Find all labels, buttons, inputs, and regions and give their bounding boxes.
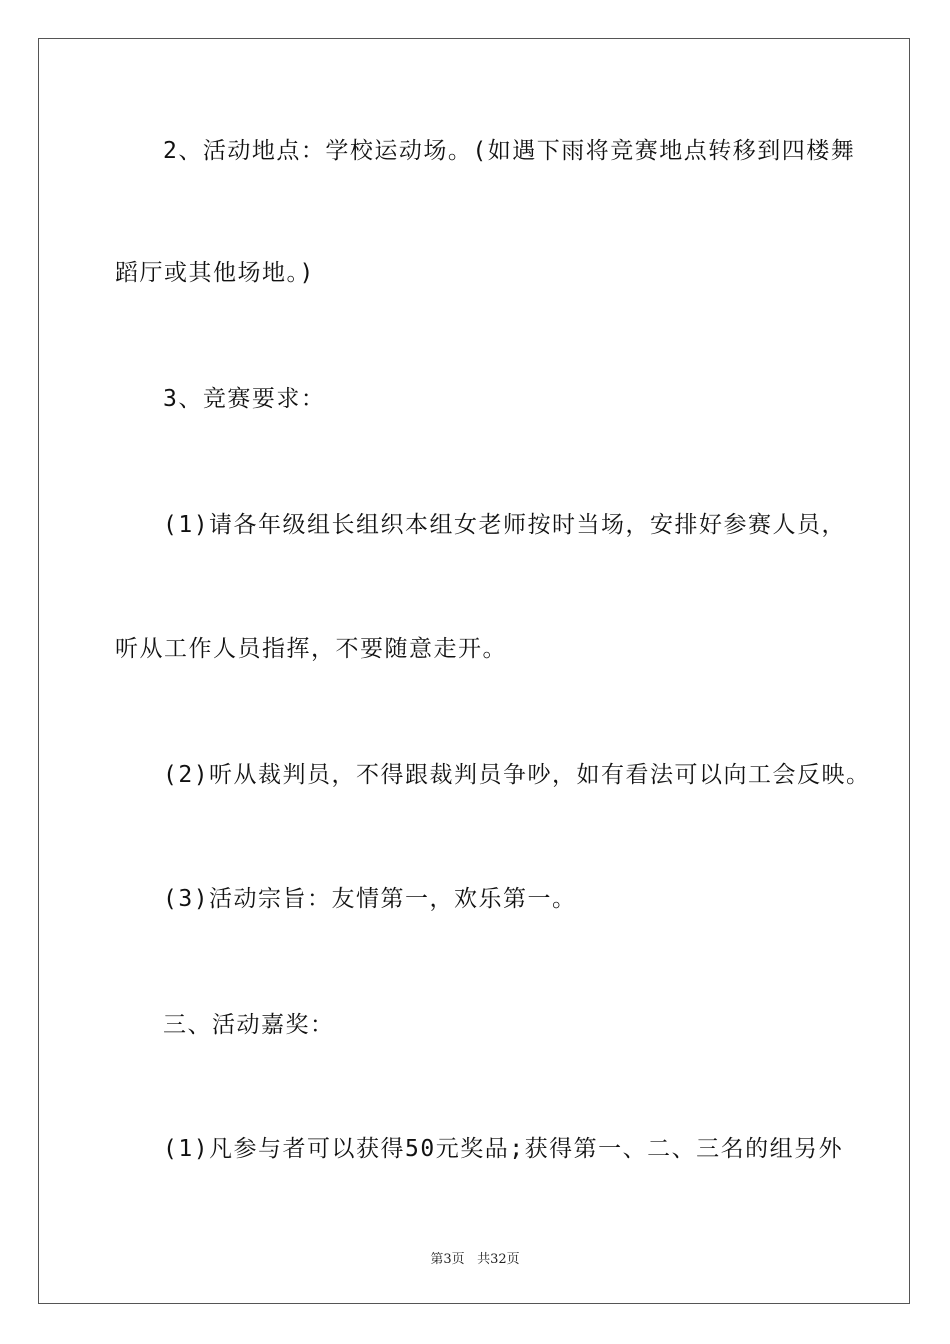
paragraph-line: (1)请各年级组长组织本组女老师按时当场，安排好参赛人员，	[163, 512, 847, 538]
paragraph-line: 蹈厅或其他场地。)	[115, 260, 315, 286]
paragraph-line: (3)活动宗旨：友情第一，欢乐第一。	[163, 886, 577, 912]
section-heading: 三、活动嘉奖：	[163, 1012, 335, 1038]
paragraph-line: 3、竞赛要求：	[163, 386, 326, 412]
paragraph-line: 听从工作人员指挥，不要随意走开。	[115, 636, 507, 662]
paragraph-line: 2、活动地点：学校运动场。(如遇下雨将竞赛地点转移到四楼舞	[163, 138, 856, 164]
paragraph-line: (1)凡参与者可以获得50元奖品;获得第一、二、三名的组另外	[163, 1136, 844, 1162]
total-pages: 共32页	[477, 1252, 520, 1267]
page-number: 第3页	[430, 1252, 465, 1267]
page-footer	[0, 1248, 950, 1267]
paragraph-line: (2)听从裁判员，不得跟裁判员争吵，如有看法可以向工会反映。	[163, 762, 871, 788]
page-border	[38, 38, 910, 1304]
